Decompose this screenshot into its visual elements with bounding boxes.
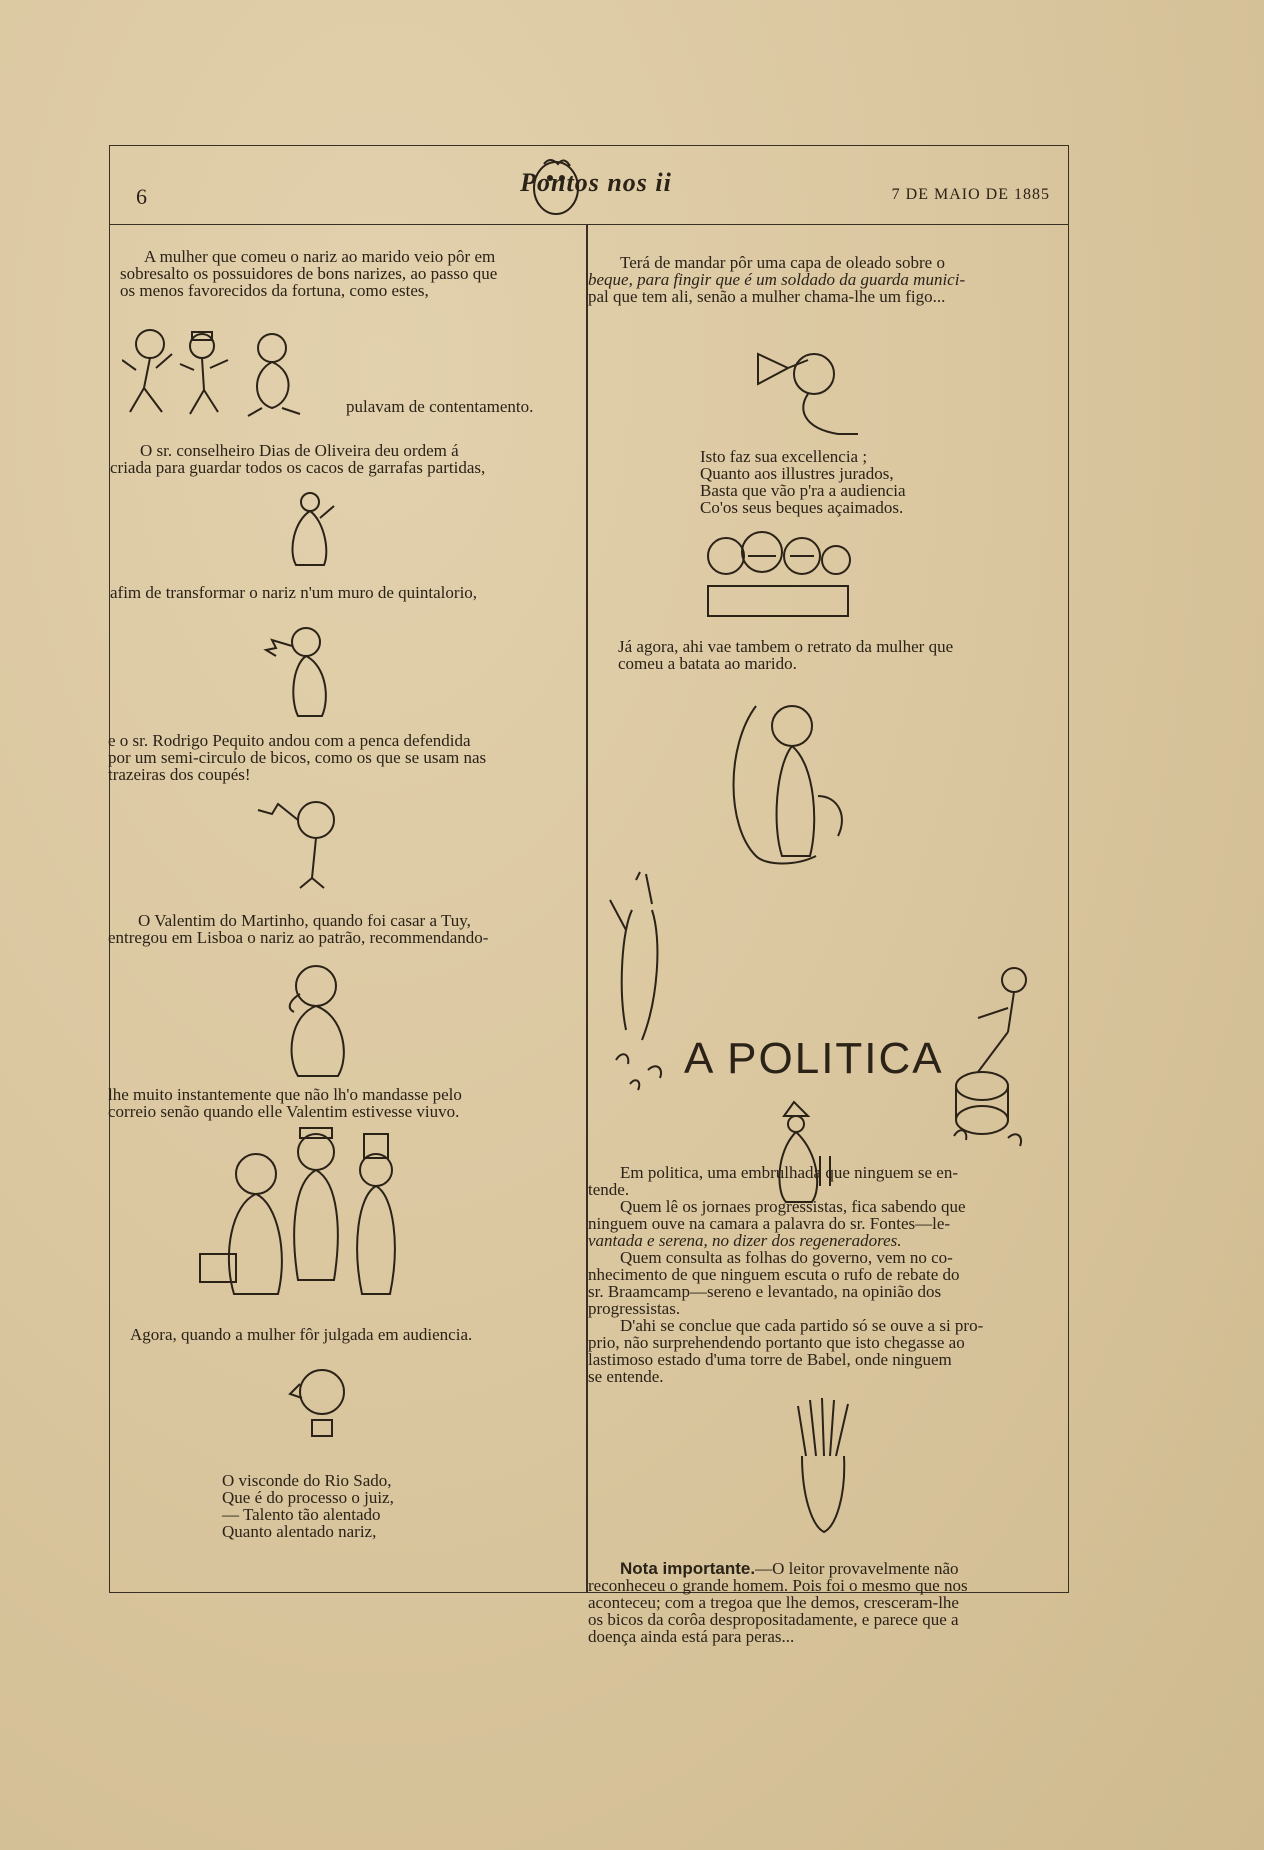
right-verse xyxy=(700,448,906,516)
text-line: O sr. conselheiro Dias de Oliveira deu ordem á xyxy=(140,441,459,460)
text-line: ninguem ouve na camara a palavra do sr. Fontes—le- xyxy=(588,1214,951,1233)
text-line: prio, não surprehendendo portanto que isto chegasse ao xyxy=(588,1333,965,1352)
note-text: —O leitor provavelmente não xyxy=(755,1559,959,1578)
politica-title: A POLITICA xyxy=(684,1034,944,1083)
illustration-drummer xyxy=(938,962,1046,1152)
left-caption-contentamento: pulavam de contentamento. xyxy=(346,397,534,416)
page-frame xyxy=(108,145,1069,1646)
left-paragraph-4 xyxy=(108,732,502,783)
note-line: doença ainda está para peras... xyxy=(588,1627,795,1646)
text-line: vantada e serena, no dizer dos regeneradores. xyxy=(588,1231,902,1250)
text-line: beque, para fingir que é um soldado da guarda munici- xyxy=(588,270,966,289)
left-paragraph-7: Agora, quando a mulher fôr julgada em audiencia. xyxy=(130,1325,473,1344)
text-line: correio senão quando elle Valentim estivesse viuvo. xyxy=(108,1102,460,1121)
note-line: reconheceu o grande homem. Pois foi o mesmo que nos xyxy=(588,1576,968,1595)
issue-date: 7 DE MAIO DE 1885 xyxy=(891,186,1050,203)
left-paragraph-3: afim de transformar o nariz n'um muro de quintalorio, xyxy=(110,583,478,602)
verse-line: Quanto aos illustres jurados, xyxy=(700,464,894,483)
verse-line: — Talento tão alentado xyxy=(222,1505,381,1524)
illustration-jurors xyxy=(698,526,858,624)
text-line: lhe muito instantemente que não lh'o mandasse pelo xyxy=(108,1085,462,1104)
illustration-woman-bow xyxy=(748,330,868,440)
left-verse xyxy=(222,1472,394,1540)
right-column xyxy=(588,224,1064,1646)
note-heading: Nota importante. xyxy=(620,1559,756,1578)
text-line: O Valentim do Martinho, quando foi casar a Tuy, xyxy=(138,911,471,930)
verse-line: Que é do processo o juiz, xyxy=(222,1488,394,1507)
masthead-logo xyxy=(516,154,676,218)
left-column xyxy=(110,224,586,1592)
illustration-broken-glass-nose xyxy=(256,624,356,724)
left-paragraph-1 xyxy=(120,248,502,299)
right-paragraph-2 xyxy=(618,638,1058,672)
illustration-dancing-figures xyxy=(122,322,322,420)
page-header xyxy=(110,146,1068,225)
page-number: 6 xyxy=(136,184,147,209)
text-line: D'ahi se conclue que cada partido só se ouve a si pro- xyxy=(620,1316,984,1335)
text-line: progressistas. xyxy=(588,1299,681,1318)
text-line: comeu a batata ao marido. xyxy=(618,654,797,673)
text-line: trazeiras dos coupés! xyxy=(108,765,251,784)
text-line: e o sr. Rodrigo Pequito andou com a penca defendida xyxy=(108,731,471,750)
text-line: criada para guardar todos os cacos de garrafas partidas, xyxy=(110,458,486,477)
text-line: Quem lê os jornaes progressistas, fica sabendo que xyxy=(620,1197,966,1216)
text-line: pal que tem ali, senão a mulher chama-lhe um figo... xyxy=(588,287,946,306)
illustration-valentim xyxy=(260,960,368,1078)
verse-line: Isto faz sua excellencia ; xyxy=(700,447,868,466)
illustration-spiked-nose xyxy=(252,792,362,892)
text-line: Em politica, uma embrulhada que ninguem se en- xyxy=(620,1163,959,1182)
note-line: aconteceu; com a tregoa que lhe demos, cresceram-lhe xyxy=(588,1593,959,1612)
text-line: tende. xyxy=(588,1180,630,1199)
text-line: sr. Braamcamp—sereno e levantado, na opinião dos xyxy=(588,1282,942,1301)
text-line: lastimoso estado d'uma torre de Babel, onde ninguem xyxy=(588,1350,952,1369)
note-line xyxy=(588,1560,1058,1577)
text-line: entregou em Lisboa o nariz ao patrão, recommendando- xyxy=(108,928,489,947)
illustration-crowned-man xyxy=(788,1396,858,1536)
masthead-title: Pontos nos ii xyxy=(520,168,672,197)
text-line: se entende. xyxy=(588,1367,664,1386)
text-line: Já agora, ahi vae tambem o retrato da mulher que xyxy=(618,637,954,656)
text-line: sobresalto os possuidores de bons narizes, ao passo que xyxy=(120,264,498,283)
text-line: Terá de mandar pôr uma capa de oleado sobre o xyxy=(620,253,945,272)
illustration-left-figure xyxy=(596,870,686,1100)
verse-line: Quanto alentado nariz, xyxy=(222,1522,377,1541)
illustration-viscount xyxy=(286,1360,366,1440)
illustration-three-men xyxy=(196,1124,436,1304)
verse-line: O visconde do Rio Sado, xyxy=(222,1471,392,1490)
verse-line: Co'os seus beques açaimados. xyxy=(700,498,904,517)
text-line: nhecimento de que ninguem escuta o rufo de rebate do xyxy=(588,1265,960,1284)
right-note xyxy=(588,1560,1058,1645)
text-line: A mulher que comeu o nariz ao marido veio pôr em xyxy=(144,247,496,266)
illustration-woman-potato xyxy=(726,686,866,866)
left-paragraph-5 xyxy=(108,912,502,946)
right-paragraph-1 xyxy=(588,254,1058,305)
text-line: por um semi-circulo de bicos, como os que se usam nas xyxy=(108,748,487,767)
left-paragraph-2 xyxy=(110,442,502,476)
left-paragraph-6 xyxy=(108,1086,502,1120)
note-line: os bicos da corôa despropositadamente, e parece que a xyxy=(588,1610,959,1629)
verse-line: Basta que vão p'ra a audiencia xyxy=(700,481,906,500)
text-line: Quem consulta as folhas do governo, vem no co- xyxy=(620,1248,953,1267)
right-paragraph-3 xyxy=(588,1164,1058,1385)
illustration-maid xyxy=(274,488,344,568)
text-line: os menos favorecidos da fortuna, como estes, xyxy=(120,281,429,300)
